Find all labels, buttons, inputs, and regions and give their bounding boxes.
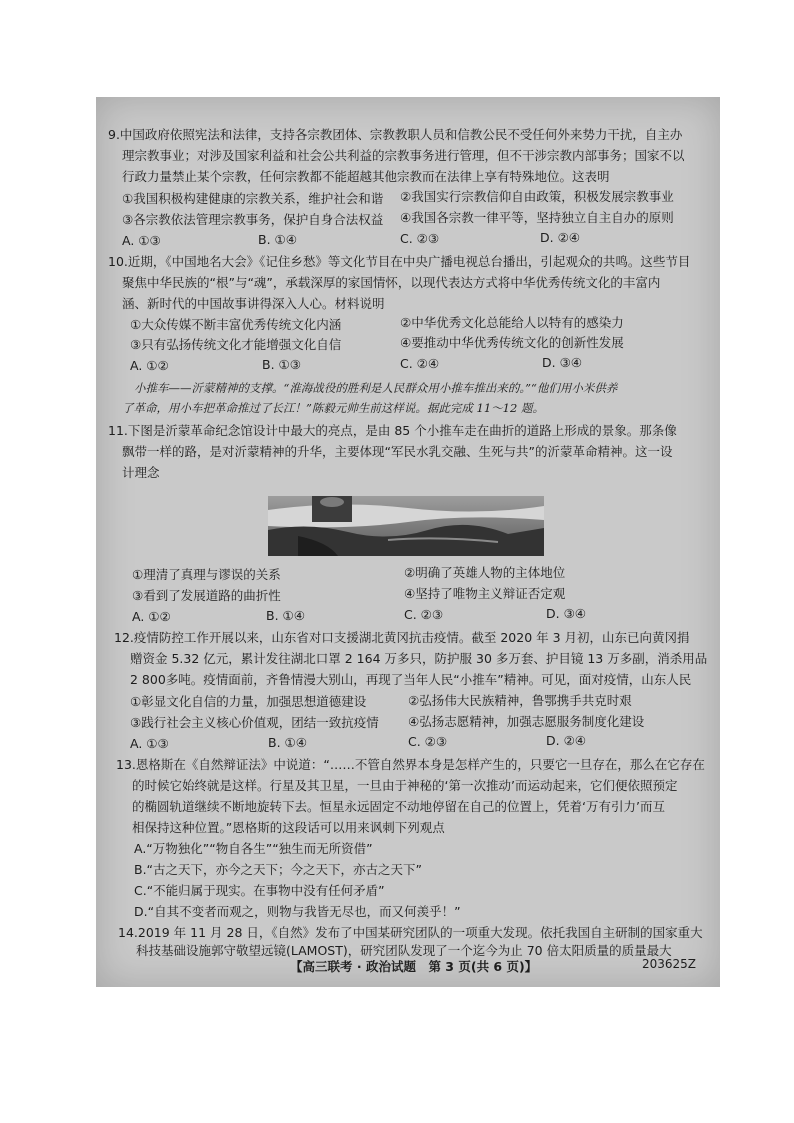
q11-choice-a: A. ①② (132, 609, 171, 624)
q13-line-3: 的椭圆轨道继续不断地旋转下去。恒星永远固定不动地停留在自己的位置上，凭着‘万有引力’而互 (132, 799, 665, 814)
q9-statement-1: ①我国积极构建健康的宗教关系，维护社会和谐 (122, 191, 384, 206)
q13-line-4: 相保持这种位置。”恩格斯的这段话可以用来讽刺下列观点 (132, 820, 445, 835)
q11-choice-c: C. ②③ (404, 607, 444, 622)
q11-choice-d: D. ③④ (546, 606, 586, 621)
q12-statement-3: ③践行社会主义核心价值观，团结一致抗疫情 (130, 715, 379, 730)
page-footer: 【高三联考 · 政治试题 第 3 页(共 6 页)】 (290, 959, 538, 974)
q12-choice-d: D. ②④ (546, 733, 586, 748)
q9-statement-2: ②我国实行宗教信仰自由政策，积极发展宗教事业 (400, 189, 674, 204)
q10-statement-2: ②中华优秀文化总能给人以特有的感染力 (400, 315, 624, 330)
q9-statement-3: ③各宗教依法管理宗教事务，保护自身合法权益 (122, 212, 384, 227)
q12-line-2: 赠资金 5.32 亿元，累计发往湖北口罩 2 164 万多只，防护服 30 多万套、护目镜 13 万多副，消杀用品 (130, 651, 708, 666)
q10-line-1: 10.近期，《中国地名大会》《记住乡愁》等文化节目在中央广播电视总台播出，引起观众的共鸣。这些节目 (108, 254, 691, 269)
q9-choice-b: B. ①④ (258, 232, 297, 247)
q11-line-3: 计理念 (122, 465, 160, 480)
q12-choice-c: C. ②③ (408, 734, 448, 749)
q10-choice-b: B. ①③ (262, 357, 301, 372)
memorial-photo (268, 496, 544, 556)
q9-choice-d: D. ②④ (540, 230, 580, 245)
q13-line-2: 的时候它始终就是这样。行星及其卫星，一旦由于神秘的‘第一次推动’而运动起来，它们便依照预定 (132, 778, 678, 793)
q12-statement-2: ②弘扬伟大民族精神，鲁鄂携手共克时艰 (408, 693, 632, 708)
q11-statement-2: ②明确了英雄人物的主体地位 (404, 565, 566, 580)
q12-statement-1: ①彰显文化自信的力量，加强思想道德建设 (130, 694, 367, 709)
q9-line-1: 9.中国政府依照宪法和法律，支持各宗教团体、宗教教职人员和信教公民不受任何外来势力干扰，自主办 (108, 127, 683, 142)
q11-statement-3: ③看到了发展道路的曲折性 (132, 588, 281, 603)
q11-choice-b: B. ①④ (266, 608, 305, 623)
q11-statement-4: ④坚持了唯物主义辩证否定观 (404, 586, 566, 601)
q10-statement-1: ①大众传媒不断丰富优秀传统文化内涵 (130, 317, 342, 332)
q13-choice-a: A.“万物独化”“物自各生”“独生而无所资借” (134, 841, 373, 856)
q9-line-3: 行政力量禁止某个宗教，任何宗教都不能超越其他宗教而在法律上享有特殊地位。这表明 (122, 169, 610, 184)
q11-line-2: 飘带一样的路，是对沂蒙精神的升华，主要体现“军民水乳交融、生死与共”的沂蒙革命精神。这一设 (122, 444, 673, 459)
q13-line-1: 13.恩格斯在《自然辩证法》中说道：“……不管自然界本身是怎样产生的，只要它一旦存在，那么在它存在 (116, 757, 705, 772)
q11-statement-1: ①理清了真理与谬误的关系 (132, 567, 281, 582)
q10-choice-c: C. ②④ (400, 356, 440, 371)
exam-page (96, 97, 720, 987)
q12-line-1: 12.疫情防控工作开展以来，山东省对口支援湖北黄冈抗击疫情。截至 2020 年 3 月初，山东已向黄冈捐 (114, 630, 690, 645)
passage-line-1: 小推车——沂蒙精神的支撑。“淮海战役的胜利是人民群众用小推车推出来的。”“他们用小米供养 (134, 381, 618, 395)
q12-choice-a: A. ①③ (130, 736, 169, 751)
passage-line-2: 了革命，用小车把革命推过了长江！”陈毅元帅生前这样说。据此完成 11～12 题。 (122, 401, 544, 415)
q9-choice-a: A. ①③ (122, 233, 161, 248)
q10-line-3: 涵、新时代的中国故事讲得深入人心。材料说明 (122, 296, 385, 311)
q9-statement-4: ④我国各宗教一律平等，坚持独立自主自办的原则 (400, 210, 674, 225)
exam-code: 203625Z (642, 957, 697, 971)
q12-statement-4: ④弘扬志愿精神，加强志愿服务制度化建设 (408, 714, 645, 729)
q10-line-2: 聚焦中华民族的“根”与“魂”，承载深厚的家国情怀，以现代表达方式将中华优秀传统文化的丰富内 (122, 275, 661, 290)
q12-line-3: 2 800多吨。疫情面前，齐鲁情漫大别山，再现了当年人民“小推车”精神。可见，面对疫情，山东人民 (130, 672, 692, 687)
q9-line-2: 理宗教事业；对涉及国家利益和社会公共利益的宗教事务进行管理，但不干涉宗教内部事务；国家不以 (122, 148, 685, 163)
q10-statement-4: ④要推动中华优秀传统文化的创新性发展 (400, 335, 624, 350)
q13-choice-c: C.“不能归属于现实。在事物中没有任何矛盾” (134, 883, 385, 898)
q10-choice-a: A. ①② (130, 358, 169, 373)
q11-line-1: 11.下图是沂蒙革命纪念馆设计中最大的亮点，是由 85 个小推车走在曲折的道路上形成的景象。那条像 (108, 423, 677, 438)
q14-line-2: 科技基础设施郭守敬望远镜(LAMOST)，研究团队发现了一个迄今为止 70 倍太阳质量的质量最大 (136, 943, 672, 958)
q13-choice-b: B.“古之天下，亦今之天下；今之天下，亦古之天下” (134, 862, 423, 877)
q12-choice-b: B. ①④ (268, 735, 307, 750)
q9-choice-c: C. ②③ (400, 231, 440, 246)
q14-line-1: 14.2019 年 11 月 28 日，《自然》发布了中国某研究团队的一项重大发现。依托我国自主研制的国家重大 (118, 925, 703, 940)
q13-choice-d: D.“自其不变者而观之，则物与我皆无尽也，而又何羡乎！” (134, 904, 461, 919)
q10-choice-d: D. ③④ (542, 355, 582, 370)
q10-statement-3: ③只有弘扬传统文化才能增强文化自信 (130, 337, 342, 352)
